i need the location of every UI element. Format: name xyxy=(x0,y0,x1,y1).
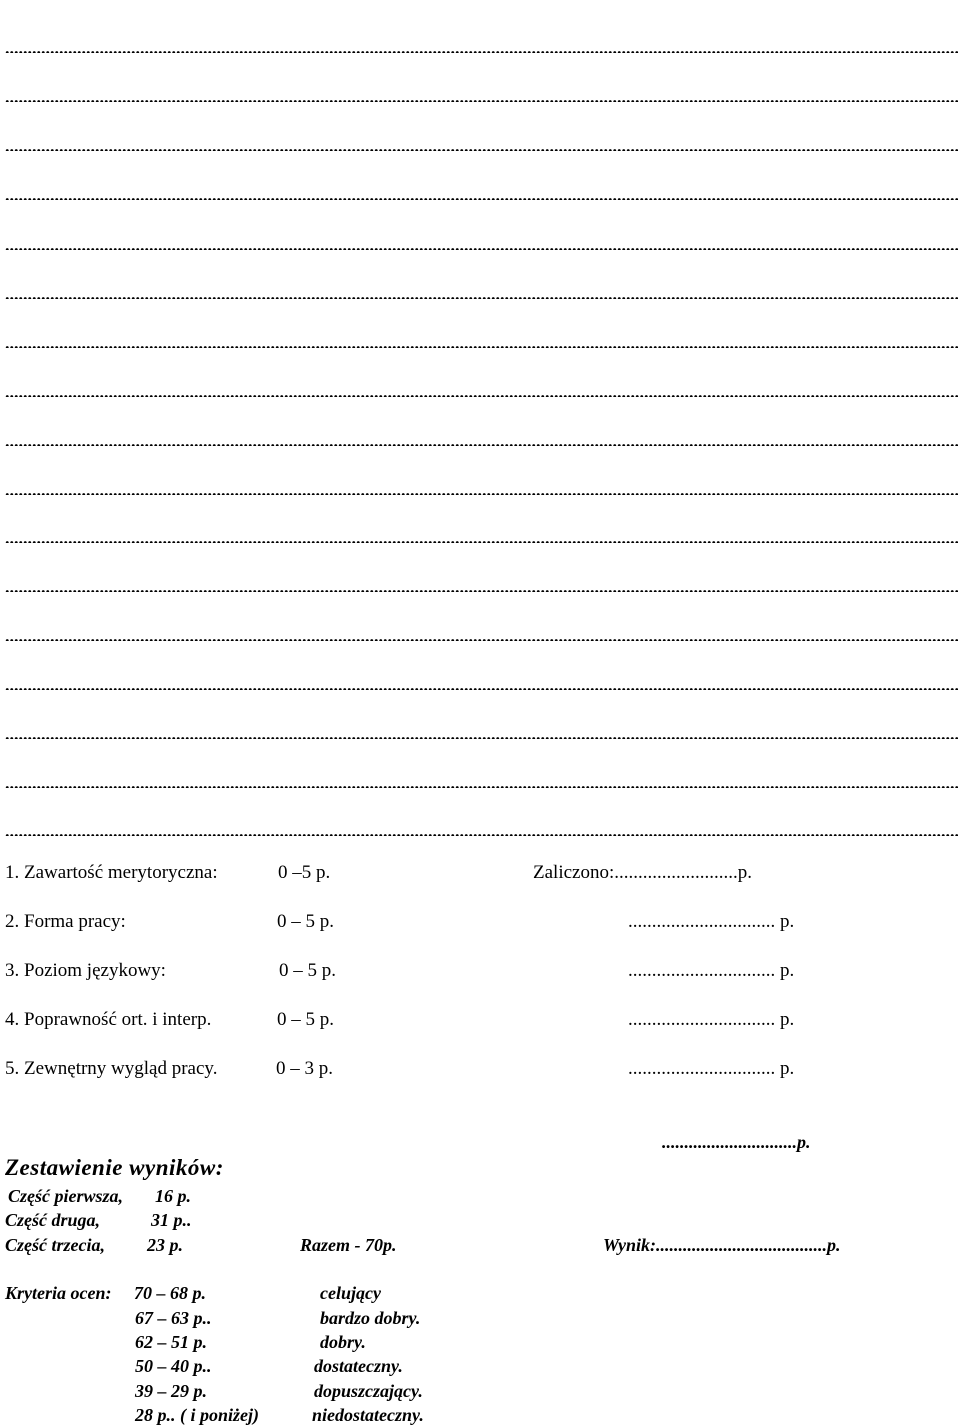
grading-grade: celujący xyxy=(320,1283,381,1303)
answer-line[interactable] xyxy=(5,582,958,592)
grading-range: 62 – 51 p. xyxy=(135,1332,207,1352)
grading-range: 50 – 40 p.. xyxy=(135,1356,212,1376)
grading-title: Kryteria ocen: xyxy=(5,1283,112,1303)
summary-part-name: Część druga, xyxy=(5,1210,101,1230)
grading-grade: dostateczny. xyxy=(314,1356,403,1376)
answer-line[interactable] xyxy=(5,680,958,690)
criterion-range: 0 – 5 p. xyxy=(277,1009,334,1030)
criterion-range: 0 – 3 p. xyxy=(276,1058,333,1079)
answer-line[interactable] xyxy=(5,533,958,543)
criterion-score[interactable]: ............................... p. xyxy=(628,960,795,981)
answer-line[interactable] xyxy=(5,43,958,53)
grading-range: 67 – 63 p.. xyxy=(135,1308,212,1328)
grading-range: 28 p.. ( i poniżej) xyxy=(135,1405,259,1425)
answer-line[interactable] xyxy=(5,436,958,446)
criterion-range: 0 – 5 p. xyxy=(279,960,336,981)
grading-grade: dopuszczający. xyxy=(314,1381,423,1401)
answer-line[interactable] xyxy=(5,826,958,836)
answer-line[interactable] xyxy=(5,141,958,151)
summary-part-name: Część trzecia, xyxy=(5,1235,105,1255)
grading-range: 70 – 68 p. xyxy=(134,1283,206,1303)
summary-result[interactable]: Wynik:......................................p. xyxy=(603,1235,841,1255)
criterion-label: 3. Poziom językowy: xyxy=(5,960,166,981)
answer-line[interactable] xyxy=(5,190,958,200)
criterion-label: 1. Zawartość merytoryczna: xyxy=(5,862,218,883)
answer-line[interactable] xyxy=(5,387,958,397)
summary-part-name: Część pierwsza, xyxy=(8,1186,124,1206)
summary-total-blank[interactable]: ..............................p. xyxy=(662,1132,811,1152)
criterion-score[interactable]: ............................... p. xyxy=(628,1009,795,1030)
answer-line[interactable] xyxy=(5,240,958,250)
grading-grade: dobry. xyxy=(320,1332,366,1352)
answer-line[interactable] xyxy=(5,485,958,495)
criterion-label: 2. Forma pracy: xyxy=(5,911,126,932)
grading-range: 39 – 29 p. xyxy=(135,1381,207,1401)
summary-part-points: 23 p. xyxy=(147,1235,183,1255)
answer-line[interactable] xyxy=(5,289,958,299)
answer-line[interactable] xyxy=(5,92,958,102)
criterion-score[interactable]: ............................... p. xyxy=(628,1058,795,1079)
answer-line[interactable] xyxy=(5,631,958,641)
answer-line[interactable] xyxy=(5,338,958,348)
grading-grade: niedostateczny. xyxy=(312,1405,424,1425)
criterion-score[interactable]: Zaliczono:..........................p. xyxy=(533,862,752,883)
criterion-label: 5. Zewnętrny wygląd pracy. xyxy=(5,1058,218,1079)
summary-part-points: 31 p.. xyxy=(151,1210,192,1230)
answer-line[interactable] xyxy=(5,729,958,739)
criterion-range: 0 – 5 p. xyxy=(277,911,334,932)
criterion-label: 4. Poprawność ort. i interp. xyxy=(5,1009,212,1030)
grading-grade: bardzo dobry. xyxy=(320,1308,421,1328)
summary-part-points: 16 p. xyxy=(155,1186,191,1206)
summary-title: Zestawienie wyników: xyxy=(5,1155,224,1180)
summary-total: Razem - 70p. xyxy=(300,1235,397,1255)
criterion-range: 0 –5 p. xyxy=(278,862,331,883)
answer-line[interactable] xyxy=(5,778,958,788)
criterion-score[interactable]: ............................... p. xyxy=(628,911,795,932)
